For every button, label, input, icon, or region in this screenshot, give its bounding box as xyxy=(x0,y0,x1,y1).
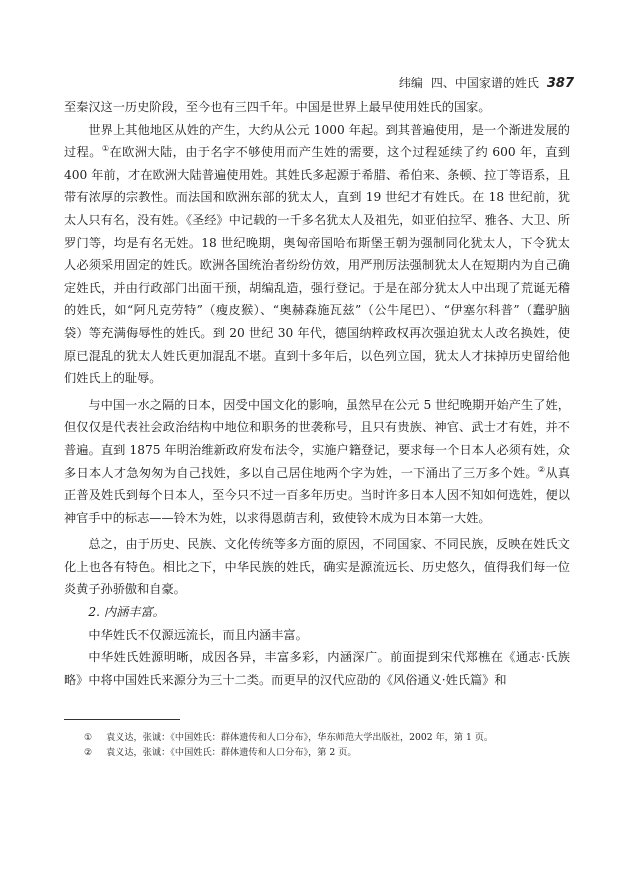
paragraph-world-surnames xyxy=(64,119,570,390)
footnotes xyxy=(84,730,570,760)
footnote-ref-2: ② xyxy=(537,464,546,474)
paragraph-summary: 总之，由于历史、民族、文化传统等多方面的原因，不同国家、不同民族，反映在姓氏文化上也各有特色。相比之下，中华民族的姓氏，确实是源流远长、历史悠久，值得我们每一位炎黄子孙骄傲和自豪。 xyxy=(64,537,570,597)
body-text xyxy=(64,96,570,691)
paragraph-text: 与中国一水之隔的日本，因受中国文化的影响，虽然早在公元 5 世纪晚期开始产生了姓，但仅仅是代表社会政治结构中地位和职务的世袭称号，且只有贵族、神官、武士才有姓，并不普遍。直到 1875 年明治维新政府发布法令，实施户籍登记，要求每一个日本人必须有姓，众多日本人才急匆匆为自己找姓，多以自己居住地两个字为姓，一下涌出了三万多个姓。 xyxy=(64,397,570,480)
footnote-text: 袁义达，张诚：《中国姓氏：群体遗传和人口分布》，第 2 页。 xyxy=(106,747,357,758)
footnote-text: 袁义达，张诚：《中国姓氏：群体遗传和人口分布》，华东师范大学出版社，2002 年，第 1 页。 xyxy=(106,732,494,743)
paragraph-text: 在欧洲大陆，由于名字不够使用而产生姓的需要，这个过程延续了约 600 年，直到 400 年前，才在欧洲大陆普遍使用姓。其姓氏多起源于希腊、希伯来、条顿、拉丁等语系，且带有浓厚的宗教性。而法国和欧洲东部的犹太人，直到 19 世纪才有姓氏。在 18 世纪前，犹太人只有名，没有姓。《圣经》中记载的一千多名犹太人及祖先，如亚伯拉罕、雅各、大卫、所罗门等，均是有名无姓。18 世纪晚期，奥匈帝国哈布斯堡王朝为强制同化犹太人，下令犹太人必须采用固定的姓氏。欧洲各国统治者纷纷仿效，用严刑厉法强制犹太人在短期内为自己确定姓氏，并由行政部门出面干预，胡编乱造，强行登记。于是在部分犹太人中出现了荒诞无稽的姓氏，如“阿凡克劳特”（瘦皮猴）、“奥赫森施瓦兹”（公牛尾巴）、“伊塞尔科普”（蠢驴脑袋）等充满侮辱性的姓氏。到 20 世纪 30 年代，德国纳粹政权再次强迫犹太人改名换姓，使原已混乱的犹太人姓氏更加混乱不堪。直到十多年后，以色列立国，犹太人才抹掉历史留给他们姓氏上的耻辱。 xyxy=(64,145,571,386)
footnote-mark: ① xyxy=(84,732,93,743)
paragraph-text: 世界上其他地区从姓的产生，大约从公元 1000 年起。到其普遍使用，是一个渐进发展的过程。 xyxy=(64,122,570,160)
section-heading: 2. 内涵丰富。 xyxy=(88,605,165,620)
paragraph-sources: 中华姓氏姓源明晰，成因各异，丰富多彩，内涵深广。前面提到宋代郑樵在《通志·氏族略》中将中国姓氏来源分为三十二类。而更早的汉代应劭的《风俗通义·姓氏篇》和 xyxy=(64,650,570,687)
paragraph-japan xyxy=(64,394,570,530)
paragraph-text: 从真正普及姓氏到每个日本人，至今只不过一百多年历史。当时许多日本人因不知如何选姓，便以神官手中的标志——铃木为姓，以求得恩荫吉利，致使铃木成为日本第一大姓。 xyxy=(64,465,571,525)
footnote-divider xyxy=(64,719,180,720)
header-section: 纬编 xyxy=(398,76,423,90)
footnote-ref-1: ① xyxy=(101,144,110,154)
footnote-1 xyxy=(84,730,570,745)
running-header xyxy=(399,74,574,91)
header-chapter: 四、中国家谱的姓氏 xyxy=(430,76,539,90)
paragraph-continuation: 至秦汉这一历史阶段，至今也有三四千年。中国是世界上最早使用姓氏的国家。 xyxy=(64,100,491,114)
page-number: 387 xyxy=(546,76,574,91)
footnote-2 xyxy=(84,745,570,760)
footnote-mark: ② xyxy=(84,747,93,758)
paragraph-rich-content: 中华姓氏不仅源远流长，而且内涵丰富。 xyxy=(88,627,308,642)
